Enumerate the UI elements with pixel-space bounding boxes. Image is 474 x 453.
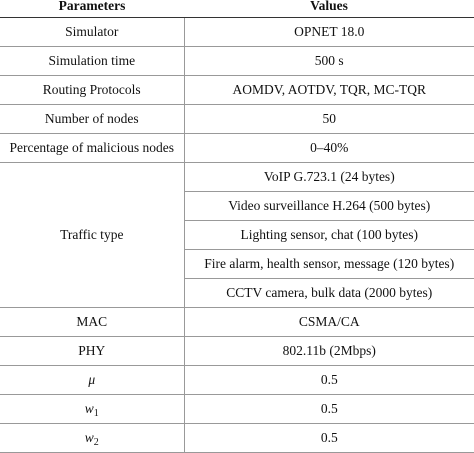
table-row: [0, 395, 474, 424]
param-cell: MAC: [0, 308, 184, 337]
header-row: [0, 0, 474, 18]
table-row: [0, 366, 474, 395]
w1-subscript: 1: [93, 408, 99, 419]
param-cell: Simulation time: [0, 47, 184, 76]
value-cell: VoIP G.723.1 (24 bytes): [184, 163, 474, 192]
value-cell: 500 s: [184, 47, 474, 76]
value-cell: Lighting sensor, chat (100 bytes): [184, 221, 474, 250]
table-row: [0, 105, 474, 134]
table-row: [0, 76, 474, 105]
param-cell: Number of nodes: [0, 105, 184, 134]
table-row: [0, 134, 474, 163]
value-cell: AOMDV, AOTDV, TQR, MC-TQR: [184, 76, 474, 105]
param-cell-w2: [0, 424, 184, 453]
param-cell: Percentage of malicious nodes: [0, 134, 184, 163]
param-cell: Simulator: [0, 18, 184, 47]
param-cell-mu: μ: [0, 366, 184, 395]
value-cell: 50: [184, 105, 474, 134]
param-cell: Routing Protocols: [0, 76, 184, 105]
value-cell: 0.5: [184, 424, 474, 453]
param-cell: PHY: [0, 337, 184, 366]
value-cell: CSMA/CA: [184, 308, 474, 337]
table-row: [0, 163, 474, 192]
value-cell: OPNET 18.0: [184, 18, 474, 47]
value-cell: CCTV camera, bulk data (2000 bytes): [184, 279, 474, 308]
w1-base: w: [84, 401, 94, 416]
w2-base: w: [84, 430, 94, 445]
header-parameters: Parameters: [0, 0, 184, 18]
w2-subscript: 2: [93, 437, 99, 448]
value-cell: Video surveillance H.264 (500 bytes): [184, 192, 474, 221]
value-cell: 802.11b (2Mbps): [184, 337, 474, 366]
value-cell: 0–40%: [184, 134, 474, 163]
value-cell: 0.5: [184, 366, 474, 395]
value-cell: Fire alarm, health sensor, message (120 bytes): [184, 250, 474, 279]
header-values: Values: [184, 0, 474, 18]
param-cell-w1: [0, 395, 184, 424]
table-row: [0, 337, 474, 366]
table-row: [0, 47, 474, 76]
param-cell-traffic-type: Traffic type: [0, 163, 184, 308]
table-row: [0, 308, 474, 337]
table-row: [0, 18, 474, 47]
table-row: [0, 424, 474, 453]
value-cell: 0.5: [184, 395, 474, 424]
